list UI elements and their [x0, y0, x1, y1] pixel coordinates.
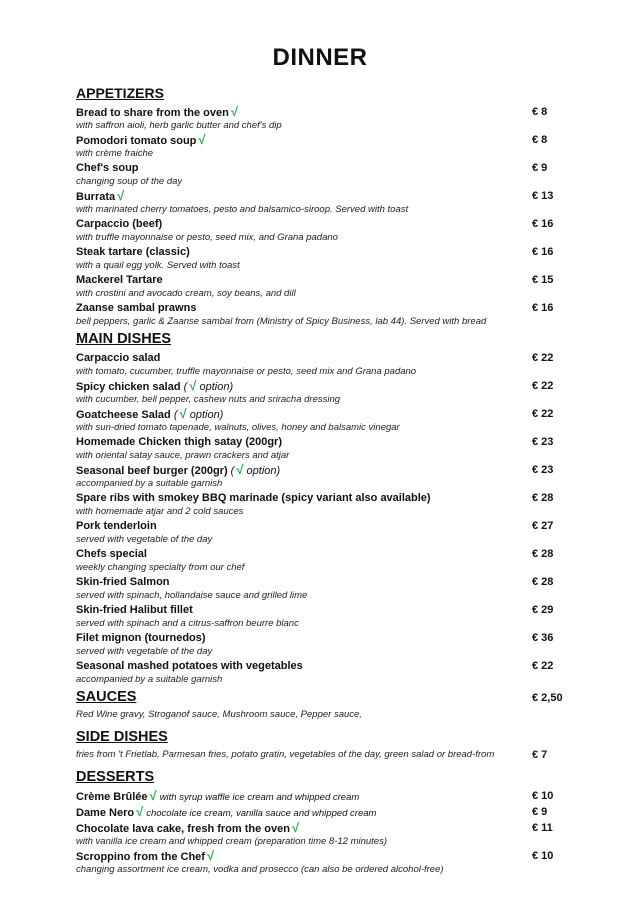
menu-item — [76, 160, 568, 188]
menu-item — [76, 602, 568, 630]
item-description: with cucumber, bell pepper, cashew nuts and sriracha dressing — [76, 394, 341, 405]
item-description: changing soup of the day — [76, 176, 183, 187]
item-name-line — [76, 462, 568, 478]
main-dishes-list — [76, 350, 568, 686]
side-dishes-text: fries from 't Frietlab, Parmesan fries, potato gratin, vegetables of the day, green salad or bread-from — [76, 749, 495, 760]
item-price: € 16 — [532, 302, 554, 314]
vegetarian-check-icon: √ — [149, 788, 157, 803]
vegetarian-check-icon: √ — [206, 848, 215, 863]
appetizers-list — [76, 104, 568, 328]
menu-item — [76, 804, 568, 820]
item-description: served with vegetable of the day — [76, 534, 213, 545]
item-name: Pomodori tomato soup — [76, 135, 197, 147]
item-name: Skin-fried Salmon — [76, 576, 170, 588]
menu-item — [76, 848, 568, 876]
menu-item — [76, 658, 568, 686]
menu-item — [76, 518, 568, 546]
menu-item — [76, 244, 568, 272]
menu-item — [76, 574, 568, 602]
item-name-line — [76, 188, 568, 204]
item-description: with homemade atjar and 2 cold sauces — [76, 506, 244, 517]
item-name-line — [76, 630, 568, 646]
section-heading-sauces — [76, 686, 568, 708]
item-name: Chocolate lava cake, fresh from the oven — [76, 823, 290, 835]
item-name: Bread to share from the oven — [76, 107, 229, 119]
item-name-line — [76, 132, 568, 148]
menu-item — [76, 546, 568, 574]
vegetarian-check-icon: √ — [198, 132, 206, 147]
menu-item — [76, 188, 568, 216]
item-price: € 22 — [532, 408, 554, 420]
item-price: € 11 — [532, 822, 553, 834]
item-price: € 13 — [532, 190, 554, 202]
item-description: accompanied by a suitable garnish — [76, 674, 223, 685]
sauces-description: Red Wine gravy, Stroganof sauce, Mushroom sauce, Pepper sauce, — [76, 709, 362, 720]
menu-item — [76, 272, 568, 300]
menu-item — [76, 788, 568, 804]
option-label: option) — [243, 465, 281, 477]
item-description: bell peppers, garlic & Zaanse sambal from (Ministry of Spicy Business, lab 44). Served with bread — [76, 316, 487, 327]
item-name-line — [76, 350, 568, 366]
vegetarian-check-icon: √ — [136, 804, 144, 819]
item-name-line — [76, 406, 568, 422]
item-price: € 16 — [532, 246, 554, 258]
option-open: ( — [227, 465, 235, 477]
item-name-line — [76, 216, 568, 232]
item-name-line — [76, 160, 568, 176]
vegetarian-check-icon: √ — [179, 406, 187, 421]
vegetarian-check-icon: √ — [189, 378, 197, 393]
item-name: Scroppino from the Chef — [76, 851, 205, 863]
menu-item — [76, 462, 568, 490]
section-heading-main-dishes: MAIN DISHES — [76, 331, 172, 347]
item-price: € 8 — [532, 134, 548, 146]
item-description: with truffle mayonnaise or pesto, seed mix, and Grana padano — [76, 232, 338, 243]
item-name: Dame Nero — [76, 807, 135, 819]
item-name: Zaanse sambal prawns — [76, 302, 197, 314]
item-description: weekly changing specialty from our chef — [76, 562, 245, 573]
item-name: Seasonal mashed potatoes with vegetables — [76, 660, 303, 672]
item-name-line — [76, 434, 568, 450]
item-price: € 28 — [532, 548, 554, 560]
menu-item — [76, 820, 568, 848]
item-description: with vanilla ice cream and whipped cream (preparation time 8-12 minutes) — [76, 836, 388, 847]
item-name: Pork tenderloin — [76, 520, 157, 532]
item-name-line — [76, 820, 568, 836]
menu-item — [76, 378, 568, 406]
option-open: ( — [170, 409, 178, 421]
side-dishes-price: € 7 — [532, 749, 548, 761]
item-description: with crème fraiche — [76, 148, 154, 159]
menu-item — [76, 216, 568, 244]
item-price: € 23 — [532, 436, 554, 448]
item-description: with oriental satay sauce, prawn crackers and atjar — [76, 450, 290, 461]
item-name: Homemade Chicken thigh satay (200gr) — [76, 436, 283, 448]
item-price: € 36 — [532, 632, 554, 644]
page-title: DINNER — [272, 44, 368, 71]
item-name: Spare ribs with smokey BBQ marinade (spicy variant also available) — [76, 492, 431, 504]
item-price: € 29 — [532, 604, 554, 616]
item-name-line — [76, 848, 568, 864]
item-description: with tomato, cucumber, truffle mayonnaise or pesto, seed mix and Grana padano — [76, 366, 417, 377]
item-price: € 16 — [532, 218, 554, 230]
item-name-line — [76, 518, 568, 534]
item-description: served with spinach and a citrus-saffron beurre blanc — [76, 618, 299, 629]
option-label: option) — [196, 381, 234, 393]
item-name-line — [76, 658, 568, 674]
item-name-line — [76, 788, 568, 804]
section-heading-side-dishes: SIDE DISHES — [76, 729, 168, 745]
item-price: € 9 — [532, 806, 548, 818]
item-name-line — [76, 546, 568, 562]
desserts-list — [76, 788, 568, 876]
item-description: with saffron aioli, herb garlic butter and chef's dip — [76, 120, 282, 131]
item-price: € 22 — [532, 660, 554, 672]
item-description: with a quail egg yolk. Served with toast — [76, 260, 240, 271]
item-name: Chefs special — [76, 548, 147, 560]
item-name: Carpaccio (beef) — [76, 218, 163, 230]
vegetarian-check-icon: √ — [230, 104, 238, 119]
item-name: Steak tartare (classic) — [76, 246, 190, 258]
item-name: Mackerel Tartare — [76, 274, 163, 286]
item-price: € 27 — [532, 520, 554, 532]
item-price: € 22 — [532, 352, 554, 364]
item-name-line — [76, 490, 568, 506]
menu-item — [76, 132, 568, 160]
vegetarian-check-icon: √ — [291, 820, 300, 835]
option-label: option) — [186, 409, 224, 421]
item-name: Skin-fried Halibut fillet — [76, 604, 193, 616]
menu-item — [76, 104, 568, 132]
item-description: served with vegetable of the day — [76, 646, 213, 657]
item-name-line — [76, 272, 568, 288]
sauces-price: € 2,50 — [532, 692, 563, 704]
item-description: served with spinach, hollandaise sauce and grilled lime — [76, 590, 308, 601]
side-dishes-description — [76, 748, 568, 762]
item-name-line — [76, 300, 568, 316]
item-price: € 8 — [532, 106, 548, 118]
item-description: with sun-dried tomato tapenade, walnuts, olives, honey and balsamic vinegar — [76, 422, 400, 433]
item-description: with marinated cherry tomatoes, pesto and balsamico-siroop. Served with toast — [76, 204, 409, 215]
item-description: with crostini and avocado cream, soy beans, and dill — [76, 288, 296, 299]
item-name: Goatcheese Salad — [76, 409, 171, 421]
item-name: Seasonal beef burger (200gr) — [76, 465, 228, 477]
item-price: € 28 — [532, 576, 554, 588]
item-name-line — [76, 378, 568, 394]
item-price: € 10 — [532, 850, 554, 862]
item-price: € 28 — [532, 492, 554, 504]
item-price: € 9 — [532, 162, 548, 174]
option-open: ( — [180, 381, 188, 393]
item-name: Chef's soup — [76, 162, 139, 174]
section-heading-desserts: DESSERTS — [76, 769, 155, 785]
item-name-line — [76, 804, 568, 820]
menu-item — [76, 406, 568, 434]
menu-item — [76, 350, 568, 378]
item-price: € 22 — [532, 380, 554, 392]
item-name: Crème Brûlée — [76, 791, 148, 803]
vegetarian-check-icon: √ — [236, 462, 244, 477]
menu-item — [76, 434, 568, 462]
item-name: Spicy chicken salad — [76, 381, 181, 393]
menu-item — [76, 490, 568, 518]
item-price: € 10 — [532, 790, 554, 802]
menu — [76, 82, 568, 876]
item-name-line — [76, 602, 568, 618]
section-heading-appetizers: APPETIZERS — [76, 85, 164, 101]
item-name-line — [76, 574, 568, 590]
vegetarian-check-icon: √ — [117, 188, 125, 203]
item-name-line — [76, 104, 568, 120]
item-description: changing assortment ice cream, vodka and prosecco (can also be ordered alcohol-free) — [76, 864, 444, 875]
item-description: chocolate ice cream, vanilla sauce and whipped cream — [146, 808, 377, 819]
sauces-heading-text: SAUCES — [76, 689, 137, 705]
item-name: Carpaccio salad — [76, 352, 161, 364]
item-name: Burrata — [76, 191, 116, 203]
item-name: Filet mignon (tournedos) — [76, 632, 206, 644]
item-price: € 15 — [532, 274, 554, 286]
item-description: with syrup waffle ice cream and whipped cream — [159, 792, 360, 803]
menu-item — [76, 630, 568, 658]
item-name-line — [76, 244, 568, 260]
item-price: € 23 — [532, 464, 554, 476]
item-description: accompanied by a suitable garnish — [76, 478, 223, 489]
menu-item — [76, 300, 568, 328]
